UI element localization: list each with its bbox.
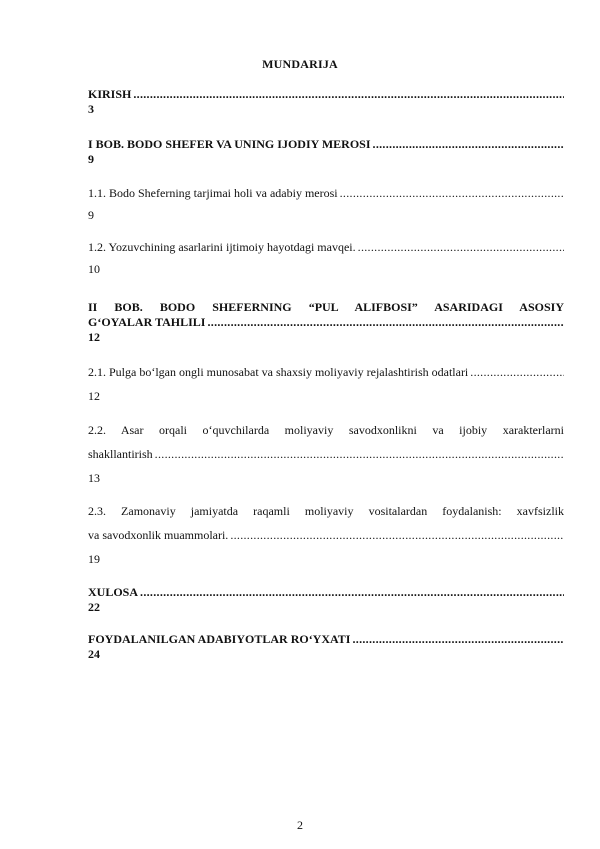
- toc-page-number: 10: [88, 262, 100, 276]
- toc-entry-text: KIRISH: [88, 87, 132, 101]
- toc-entry-text: shakllantirish: [88, 447, 153, 461]
- dot-leader: [352, 632, 564, 647]
- toc-page-number: 22: [88, 600, 100, 614]
- toc-entry-conclusion: [88, 585, 564, 615]
- dot-leader: [140, 585, 564, 600]
- toc-entry-text: va savodxonlik muammolari.: [88, 528, 229, 542]
- toc-entry-text: 2.1. Pulga bo‘lgan ongli munosabat va shaxsiy moliyaviy rejalashtirish odatlari: [88, 365, 469, 379]
- toc-entry-section-1-1: [88, 182, 564, 226]
- toc-page-number: 12: [88, 389, 100, 403]
- toc-page-number: 19: [88, 552, 100, 566]
- toc-page-number: 24: [88, 647, 100, 661]
- toc-page-number: 13: [88, 471, 100, 485]
- page-number: 2: [297, 818, 303, 832]
- toc-page-number: 9: [88, 152, 94, 166]
- toc-entry-text: G‘OYALAR TAHLILI: [88, 315, 206, 329]
- dot-leader: [470, 360, 564, 384]
- toc-entry-text: FOYDALANILGAN ADABIYOTLAR RO‘YXATI: [88, 632, 351, 646]
- toc-entry-chapter-2: [88, 300, 564, 345]
- toc-entry-chapter-1: [88, 137, 564, 167]
- toc-entry-section-1-2: [88, 236, 564, 280]
- dot-leader: [155, 442, 564, 466]
- toc-entry-line1: II BOB. BODO SHEFERNING “PUL ALIFBOSI” ASARIDAGI ASOSIY: [88, 300, 564, 314]
- toc-page-number: 9: [88, 208, 94, 222]
- dot-leader: [207, 315, 564, 330]
- dot-leader: [230, 523, 564, 547]
- toc-entry-section-2-1: [88, 360, 564, 408]
- toc-title: MUNDARIJA: [262, 57, 338, 71]
- toc-entry-line1: 2.2. Asar orqali o‘quvchilarda moliyaviy savodxonlikni va ijobiy xarakterlarni: [88, 423, 564, 437]
- dot-leader: [133, 87, 564, 102]
- toc-entry-bibliography: [88, 632, 564, 662]
- toc-entry-text: I BOB. BODO SHEFER VA UNING IJODIY MEROSI: [88, 137, 371, 151]
- dot-leader: [373, 137, 564, 152]
- toc-entry-section-2-2: [88, 418, 564, 490]
- dot-leader: [340, 182, 564, 204]
- toc-page-number: 3: [88, 102, 94, 116]
- dot-leader: [358, 236, 564, 258]
- toc-page-number: 12: [88, 330, 100, 344]
- toc-entry-text: 1.2. Yozuvchining asarlarini ijtimoiy hayotdagi mavqei.: [88, 240, 356, 254]
- toc-entry-line1: 2.3. Zamonaviy jamiyatda raqamli moliyaviy vositalardan foydalanish: xavfsizlik: [88, 504, 564, 518]
- toc-entry-kirish: [88, 87, 564, 117]
- toc-entry-text: 1.1. Bodo Sheferning tarjimai holi va adabiy merosi: [88, 186, 338, 200]
- toc-entry-text: XULOSA: [88, 585, 139, 599]
- toc-entry-section-2-3: [88, 499, 564, 571]
